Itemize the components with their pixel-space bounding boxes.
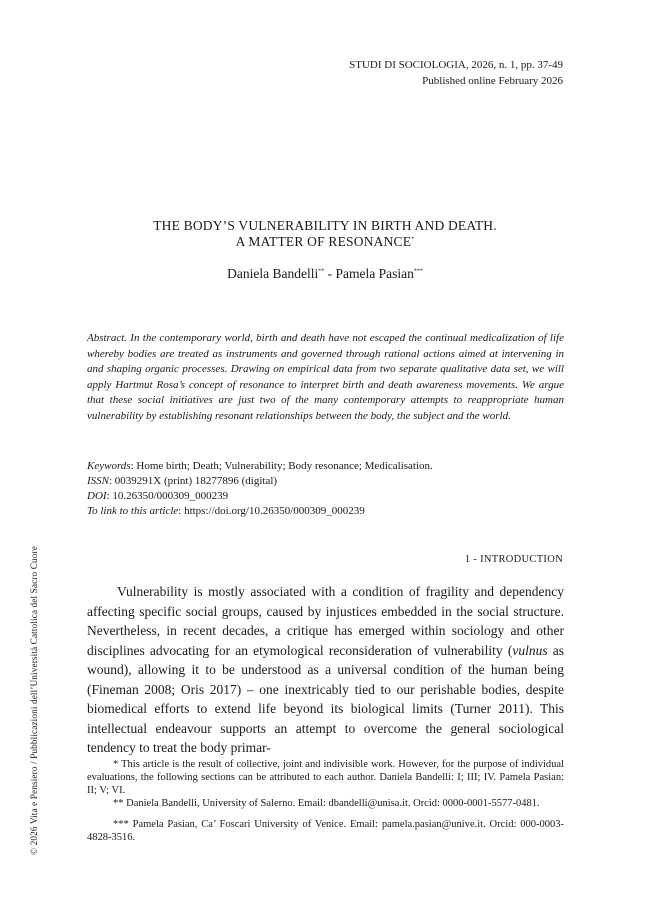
article-link [87, 504, 365, 519]
author-separator: - [324, 266, 336, 281]
footnote: *** Pamela Pasian, Ca’ Foscari University of Venice. Email: pamela.pasian@unive.it. Orcid: 000-0003-4828-3516. [87, 819, 564, 844]
abstract: Abstract. In the contemporary world, birth and death have not escaped the continual medicalization of life whereby bodies are treated as instruments and governed through rational actions aimed at intervening in and shaping organic processes. Drawing on empirical data from two separate qualitative data set, we will apply Hartmut Rosa’s concept of resonance to interpret birth and death awareness movements. We argue that these social initiatives are just two of the many contemporary attempts to reappropriate human vulnerability by establishing resonant relationships between the body, the subject and the world. [87, 332, 564, 422]
article-title-line2 [0, 233, 650, 250]
keywords-label: Keywords [87, 460, 131, 472]
body-paragraph [87, 582, 564, 758]
author-footnote-mark: *** [413, 268, 423, 275]
doi-value: : 10.26350/000309_000239 [106, 490, 229, 502]
publication-date: Published online February 2026 [422, 75, 563, 87]
footnote: ** Daniela Bandelli, University of Salerno. Email: dbandelli@unisa.it. Orcid: 0000-0001-5577-0481. [113, 798, 540, 809]
copyright-sidebar: © 2026 Vita e Pensiero / Pubblicazioni dell’Università Cattolica del Sacro Cuore [30, 546, 40, 855]
doi-label: DOI [87, 490, 107, 502]
journal-citation: STUDI DI SOCIOLOGIA, 2026, n. 1, pp. 37-49 [349, 59, 563, 71]
title-footnote-mark: * [411, 236, 415, 243]
author-list [0, 266, 650, 282]
issn-label: ISSN [87, 475, 109, 487]
issn [87, 474, 277, 489]
body-text-italic: vulnus [512, 642, 548, 658]
doi [87, 489, 228, 504]
footnote: * This article is the result of collective, joint and indivisible work. However, for the purpose of individual evaluations, the following sections can be attributed to each author. Daniela Bandelli: I; III; IV. Pamela Pasian: II; V; VI. [87, 759, 564, 797]
author-footnote-mark: ** [318, 268, 325, 275]
article-link-url[interactable]: : https://doi.org/10.26350/000309_000239 [178, 505, 365, 517]
keywords-value: : Home birth; Death; Vulnerability; Body resonance; Medicalisation. [130, 460, 433, 472]
author-name: Daniela Bandelli [227, 266, 319, 281]
issn-value: : 0039291X (print) 18277896 (digital) [109, 475, 278, 487]
section-heading: 1 - INTRODUCTION [464, 554, 563, 565]
author-name: Pamela Pasian [335, 266, 414, 281]
article-title-line1: THE BODY’S VULNERABILITY IN BIRTH AND DEATH. [153, 218, 497, 233]
keywords [87, 459, 433, 474]
article-link-label: To link to this article [87, 505, 179, 517]
body-text-part2: as wound), allowing it to be understood as a universal condition of the human being (Fineman 2008; Oris 2017) – one inextricably tied to our perishable bodies, despite biomedical efforts to extend life beyond its biological limits (Turner 2011). This intellectual endeavour supports an attempt to overcome the general sociological tendency to treat the body primar- [87, 642, 565, 755]
body-text-part1: Vulnerability is mostly associated with a condition of fragility and dependency affecting specific social groups, caused by injustices embedded in the social structure. Nevertheless, in recent decades, a critique has emerged within sociology and other disciplines advocating for an etymological reconsideration of vulnerability ( [87, 584, 564, 658]
article-title-text: A MATTER OF RESONANCE [235, 234, 412, 249]
